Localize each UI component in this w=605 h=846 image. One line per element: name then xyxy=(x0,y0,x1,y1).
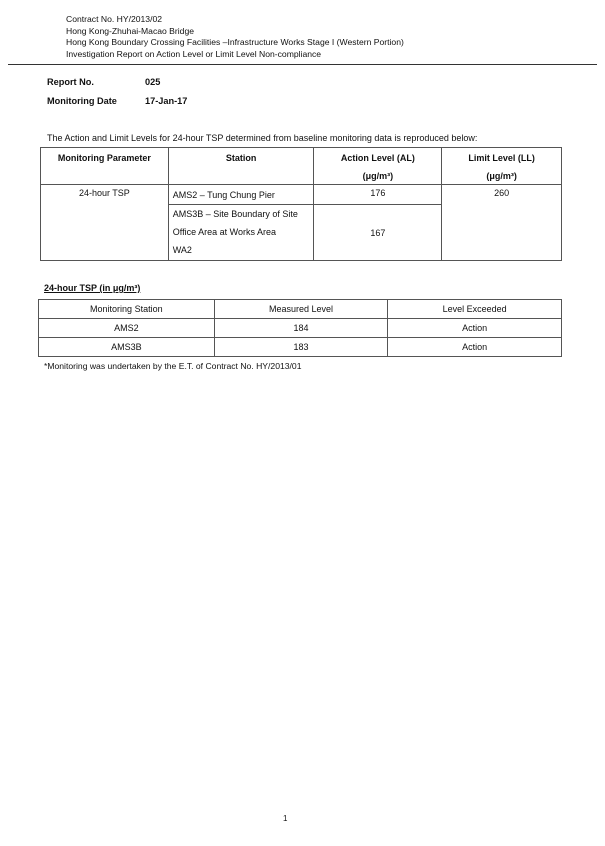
limits-header-row xyxy=(41,148,562,169)
limit-level-cell: 260 xyxy=(442,185,562,261)
table-row xyxy=(41,185,562,205)
header-report-type-line: Investigation Report on Action Level or Limit Level Non-compliance xyxy=(66,48,322,59)
footnote: *Monitoring was undertaken by the E.T. of Contract No. HY/2013/01 xyxy=(44,361,302,371)
results-title: 24-hour TSP (in μg/m³) xyxy=(44,283,141,293)
measured-level-cell: 184 xyxy=(214,319,388,338)
station-line: AMS3B – Site Boundary of Site xyxy=(172,209,298,219)
report-number-label: Report No. xyxy=(47,77,94,87)
parameter-cell: 24-hour TSP xyxy=(41,185,169,261)
action-level-cell: 167 xyxy=(314,205,442,261)
station-line: WA2 xyxy=(172,245,192,255)
results-header-row xyxy=(39,300,562,319)
station-line: Office Area at Works Area xyxy=(172,227,276,237)
header-monitoring-station: Monitoring Station xyxy=(39,300,215,319)
level-exceeded-cell: Action xyxy=(388,319,562,338)
station-cell xyxy=(168,205,314,261)
header-station: Station xyxy=(168,148,314,169)
limit-level-unit: (μg/m³) xyxy=(442,168,562,185)
monitoring-date-value: 17-Jan-17 xyxy=(145,96,188,106)
header-monitoring-parameter: Monitoring Parameter xyxy=(41,148,169,169)
header-action-level: Action Level (AL) xyxy=(314,148,442,169)
header-measured-level: Measured Level xyxy=(214,300,388,319)
monitoring-date-label: Monitoring Date xyxy=(47,96,117,106)
station-cell: AMS2 – Tung Chung Pier xyxy=(168,185,314,205)
station-cell: AMS3B xyxy=(39,338,215,357)
header-works-line: Hong Kong Boundary Crossing Facilities –Infrastructure Works Stage I (Western Portion) xyxy=(66,37,404,47)
table-row xyxy=(39,338,562,357)
action-level-unit: (μg/m³) xyxy=(314,168,442,185)
limits-unit-row xyxy=(41,168,562,185)
document-header xyxy=(66,14,404,60)
station-cell: AMS2 xyxy=(39,319,215,338)
action-level-cell: 176 xyxy=(314,185,442,205)
action-limit-levels-table xyxy=(40,147,562,261)
level-exceeded-cell: Action xyxy=(388,338,562,357)
header-level-exceeded: Level Exceeded xyxy=(388,300,562,319)
report-number-value: 025 xyxy=(145,77,161,87)
page-number: 1 xyxy=(283,814,288,823)
header-limit-level: Limit Level (LL) xyxy=(442,148,562,169)
header-contract-line: Contract No. HY/2013/02 xyxy=(66,14,163,24)
measured-results-table xyxy=(38,299,562,357)
header-project-line: Hong Kong-Zhuhai-Macao Bridge xyxy=(66,25,195,36)
header-divider xyxy=(8,64,597,65)
intro-paragraph: The Action and Limit Levels for 24-hour TSP determined from baseline monitoring data is reproduced below: xyxy=(47,133,478,143)
table-row xyxy=(39,319,562,338)
measured-level-cell: 183 xyxy=(214,338,388,357)
